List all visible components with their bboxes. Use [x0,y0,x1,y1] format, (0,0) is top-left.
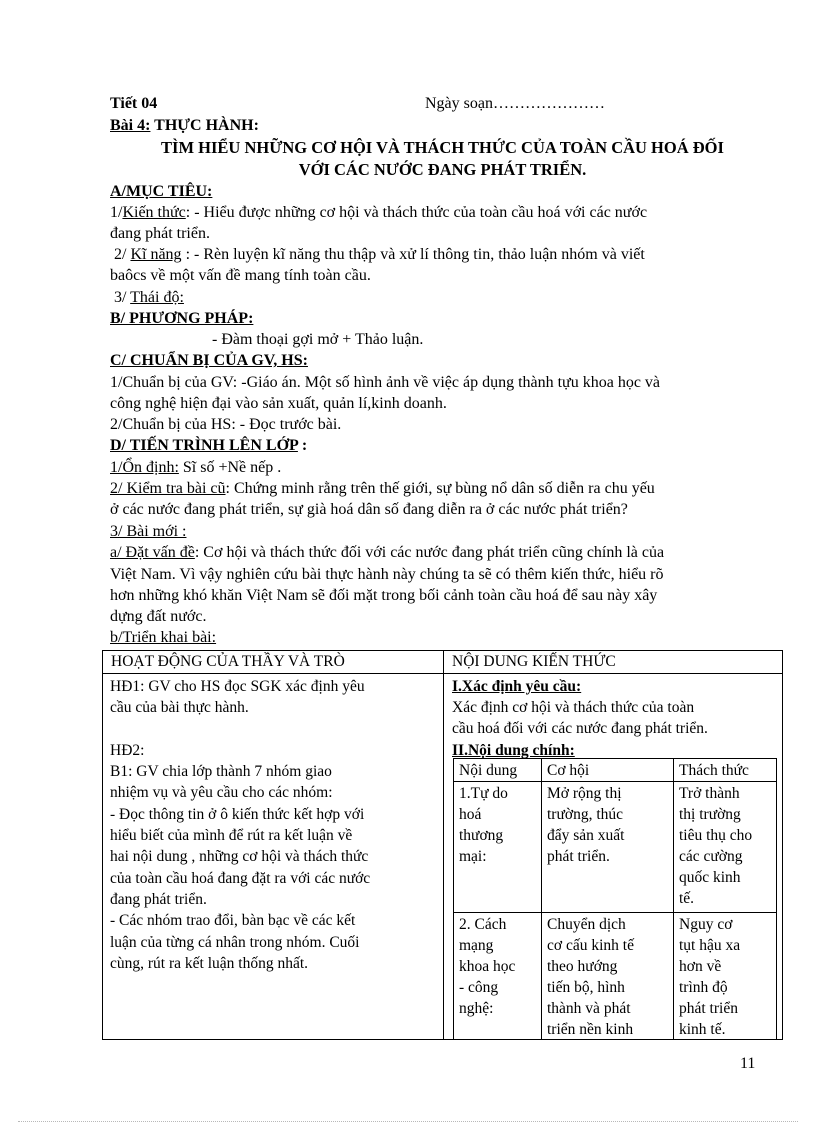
problem-statement-4: dựng đất nước. [110,608,207,625]
section-d-heading: D/ TIẾN TRÌNH LÊN LỚP : [110,437,308,454]
inner-header-opportunity: Cơ hội [547,762,590,779]
left-line: HĐ2: [110,742,145,759]
row2-challenge: Nguy cơ [679,916,733,933]
left-line: hiểu biết của mình để rút ra kết luận về [110,827,353,844]
left-line: cùng, rút ra kết luận thống nhất. [110,955,309,972]
row1-challenge: các cường [679,848,743,865]
teacher-prep: 1/Chuẩn bị của GV: -Giáo án. Một số hình ảnh về việc áp dụng thành tựu khoa học và [110,374,661,391]
knowledge-objective-cont: đang phát triển. [110,225,210,242]
row2-challenge: kinh tế. [679,1021,726,1038]
section-a-heading: A/MỤC TIÊU: [110,183,213,200]
left-line: - Các nhóm trao đổi, bàn bạc về các kết [110,912,356,929]
left-line: nhiệm vụ và yêu cầu cho các nhóm: [110,784,333,801]
teacher-prep-cont: công nghệ hiện đại vào sản xuất, quản lí,kinh doanh. [110,395,447,412]
requirement-heading: I.Xác định yêu cầu: [452,678,582,695]
col-header-activities: HOẠT ĐỘNG CỦA THẦY VÀ TRÒ [111,653,345,670]
row2-opportunity: tiến bộ, hình [547,979,625,996]
problem-statement-2: Việt Nam. Vì vậy nghiên cứu bài thực hành này chúng ta sẽ có thêm kiến thức, hiểu rõ [110,566,664,583]
lesson-title [110,115,782,136]
row2-challenge: hơn về [679,958,722,975]
student-prep: 2/Chuẩn bị của HS: - Đọc trước bài. [110,416,342,433]
main-title-line-2: VỚI CÁC NƯỚC ĐANG PHÁT TRIỂN. [298,160,587,179]
lesson-number: Tiết 04 [110,95,158,112]
knowledge-objective: 1/Kiến thức: - Hiểu được những cơ hội và thách thức của toàn cầu hoá với các nước [110,204,648,221]
section-c-heading: C/ CHUẨN BỊ CỦA GV, HS: [110,352,308,369]
left-line: của toàn cầu hoá đang đặt ra với các nước [110,870,371,887]
date-prepared: Ngày soạn………………… [425,95,605,112]
inner-header-content: Nội dung [459,762,518,779]
inner-header-challenge: Thách thức [679,762,749,779]
inner-header-divider [454,781,776,782]
row1-content: 1.Tự do [459,785,508,802]
row1-challenge: thị trường [679,806,741,823]
row2-content: - công [459,979,499,996]
left-line: hai nội dung , những cơ hội và thách thức [110,848,369,865]
row2-opportunity: theo hướng [547,958,618,975]
problem-statement: a/ Đặt vấn đề: Cơ hội và thách thức đối với các nước đang phát triển cũng chính là của [110,544,665,561]
row1-challenge: tế. [679,890,695,907]
row1-challenge: tiêu thụ cho [679,827,753,844]
left-line: đang phát triển. [110,891,207,908]
row2-content: mạng [459,937,494,954]
lesson-type: THỰC HÀNH: [150,117,259,134]
activity-table [102,650,783,1040]
row1-opportunity: Mở rộng thị [547,785,622,802]
left-line: cầu của bài thực hành. [110,699,249,716]
method-text: - Đàm thoại gợi mở + Thảo luận. [212,331,424,348]
page-bottom-border [18,1121,798,1122]
requirement-text: Xác định cơ hội và thách thức của toàn [452,699,695,716]
row2-challenge: phát triển [679,1000,738,1017]
row2-opportunity: triển nền kinh [547,1021,634,1038]
row2-opportunity: Chuyển dịch [547,916,626,933]
section-b-heading: B/ PHƯƠNG PHÁP: [110,310,254,327]
skill-objective: 2/ Kĩ năng : - Rèn luyện kĩ năng thu thập và xử lí thông tin, thảo luận nhóm và viết [110,246,645,263]
left-line: B1: GV chia lớp thành 7 nhóm giao [110,763,332,780]
inner-col-divider-1 [541,759,542,1040]
row2-opportunity: thành và phát [547,1000,631,1017]
row2-content: 2. Cách [459,916,507,933]
deploy-label: b/Triển khai bài: [110,629,217,646]
row1-content: mại: [459,848,487,865]
inner-row-divider [454,912,776,913]
row1-opportunity: phát triển. [547,848,610,865]
skill-objective-cont: baôcs về một vấn đề mang tính toàn cầu. [110,267,371,284]
left-line: luận của từng cá nhân trong nhóm. Cuối [110,934,360,951]
row2-content: nghệ: [459,1000,494,1017]
col-header-content: NỘI DUNG KIẾN THỨC [452,653,616,670]
new-lesson-label: 3/ Bài mới : [110,523,187,540]
row1-opportunity: đẩy sản xuất [547,827,625,844]
opportunity-challenge-table [453,758,777,1040]
table-header-divider [103,673,782,674]
attitude-objective: 3/ Thái độ: [110,289,184,306]
row1-content: thương [459,827,504,844]
row1-content: hoá [459,806,482,823]
page-number: 11 [740,1055,756,1072]
old-lesson-check-cont: ở các nước đang phát triển, sự già hoá dân số đang diễn ra ở các nước phát triển? [110,501,628,518]
left-line: - Đọc thông tin ở ô kiến thức kết hợp với [110,806,365,823]
inner-col-divider-2 [673,759,674,1040]
row1-challenge: quốc kinh [679,869,741,886]
problem-statement-3: hơn những khó khăn Việt Nam sẽ đối mặt trong bối cảnh toàn cầu hoá để sau này xây [110,587,658,604]
main-content-heading: II.Nội dung chính: [452,742,575,759]
row2-challenge: trình độ [679,979,728,996]
table-column-divider [443,651,444,1039]
requirement-text-cont: cầu hoá đối với các nước đang phát triển. [452,720,708,737]
row2-opportunity: cơ cấu kinh tế [547,937,634,954]
lesson-label: Bài 4: [110,117,151,134]
class-stabilization: 1/Ổn định: Sĩ số +Nề nếp . [110,459,282,476]
left-line: HĐ1: GV cho HS đọc SGK xác định yêu [110,678,365,695]
row2-challenge: tụt hậu xa [679,937,741,954]
main-title-line-1: TÌM HIỂU NHỮNG CƠ HỘI VÀ THÁCH THỨC CỦA TOÀN CẦU HOÁ ĐỐI [161,138,724,157]
row1-challenge: Trở thành [679,785,740,802]
row1-opportunity: trường, thúc [547,806,624,823]
old-lesson-check: 2/ Kiểm tra bài cũ: Chứng minh rằng trên thế giới, sự bùng nổ dân số diễn ra chu yếu [110,480,655,497]
row2-content: khoa học [459,958,516,975]
